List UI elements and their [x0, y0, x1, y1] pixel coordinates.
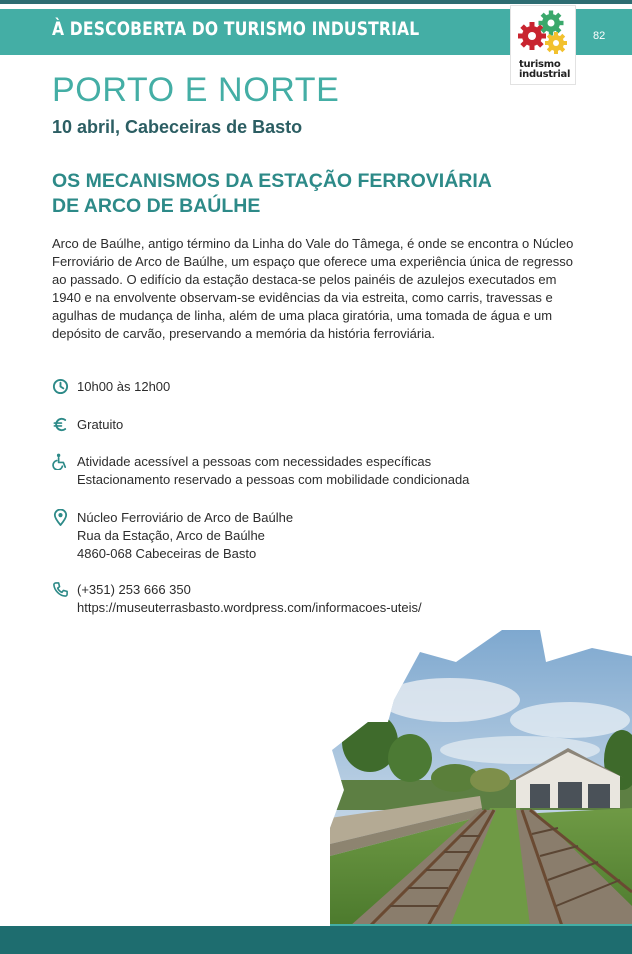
logo-text-line1: turismo	[519, 59, 561, 70]
location-line3: 4860-068 Cabeceiras de Basto	[77, 546, 257, 561]
description-line: 1940 e na envolvente observam-se evidências da via estreita, como carris, travessas e	[52, 290, 553, 305]
description-line: depósito de carvão, preservando a memória da história ferroviária.	[52, 326, 435, 341]
turismo-industrial-logo	[510, 5, 576, 85]
gear-logo-icon	[518, 10, 570, 56]
accessibility-line1: Atividade acessível a pessoas com necessidades específicas	[77, 454, 432, 469]
schedule-text: 10h00 às 12h00	[77, 379, 171, 394]
station-photo-illustration	[330, 630, 632, 926]
top-border	[0, 0, 632, 4]
accessibility-text	[77, 453, 469, 489]
logo-text-line2: industrial	[519, 69, 571, 80]
page-number: 82	[593, 30, 606, 42]
description-paragraph	[52, 235, 592, 343]
page-header-title: À DESCOBERTA DO TURISMO INDUSTRIAL	[52, 18, 420, 40]
description-line: agulhas de mudança de linha, além de uma placa giratória, uma tomada de água e um	[52, 308, 553, 323]
description-line: Arco de Baúlhe, antigo término da Linha do Vale do Tâmega, é onde se encontra o Núcleo	[52, 236, 574, 251]
date-location: 10 abril, Cabeceiras de Basto	[52, 117, 303, 137]
clock-icon	[52, 378, 69, 395]
price-text: Gratuito	[77, 417, 124, 432]
activity-title-line2: DE ARCO DE BAÚLHE	[52, 195, 261, 217]
footer-bar	[0, 926, 632, 954]
website-link[interactable]: https://museuterrasbasto.wordpress.com/informacoes-uteis/	[77, 600, 422, 615]
location-line2: Rua da Estação, Arco de Baúlhe	[77, 528, 265, 543]
region-title: PORTO E NORTE	[52, 71, 340, 109]
euro-icon	[52, 416, 69, 433]
contact-text	[77, 581, 422, 617]
description-line: Ferroviário de Arco de Baúlhe, um espaço que oferece uma experiência única de regresso	[52, 254, 574, 269]
logo-wordmark	[519, 60, 570, 80]
activity-title-line1: OS MECANISMOS DA ESTAÇÃO FERROVIÁRIA	[52, 170, 492, 192]
activity-title	[52, 169, 572, 219]
phone-icon	[52, 581, 69, 598]
phone-number[interactable]: (+351) 253 666 350	[77, 582, 191, 597]
wheelchair-icon	[52, 453, 69, 470]
accessibility-line2: Estacionamento reservado a pessoas com mobilidade condicionada	[77, 472, 470, 487]
location-line1: Núcleo Ferroviário de Arco de Baúlhe	[77, 510, 294, 525]
location-text	[77, 509, 293, 563]
description-line: ao passado. O edifício da estação destaca-se pelos painéis de azulejos executados em	[52, 272, 557, 287]
location-pin-icon	[52, 509, 69, 526]
railway-station-photo	[330, 630, 632, 926]
